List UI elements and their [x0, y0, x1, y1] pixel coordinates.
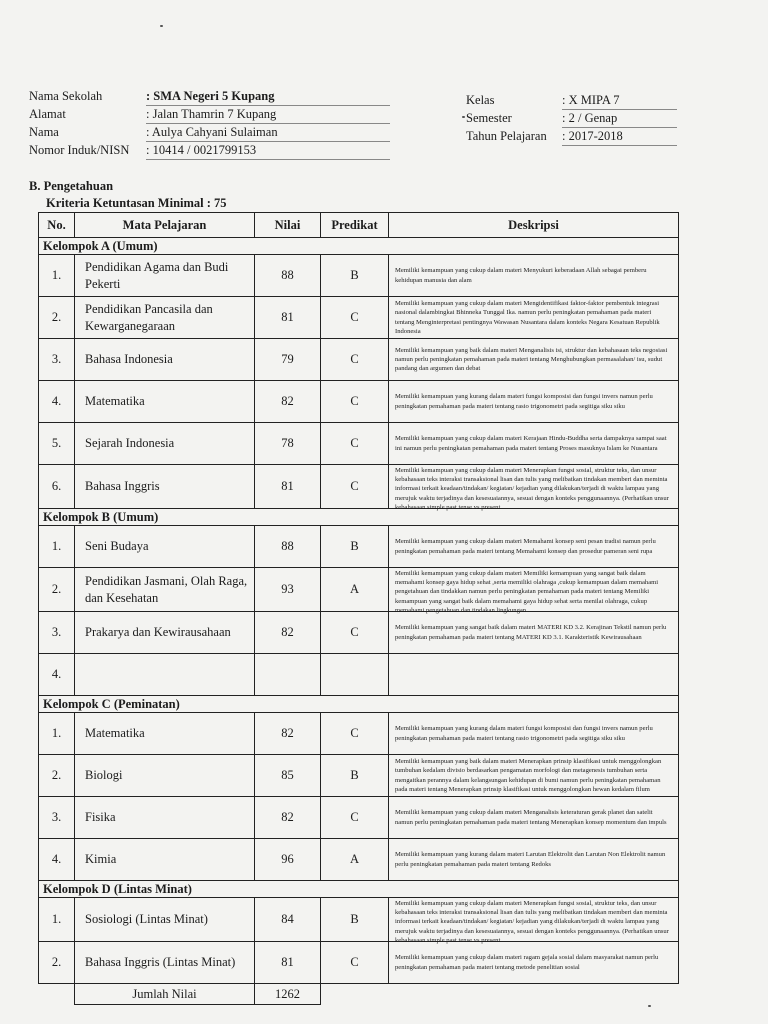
table-row — [39, 381, 679, 423]
table-row — [39, 423, 679, 465]
description-cell — [389, 339, 679, 381]
description-cell — [389, 297, 679, 339]
description-text: Memiliki kemampuan yang cukup dalam materi Memahami konsep seni pesan tradisi namun perlu peningkatan pemahaman pada materi tentang Memahami konsep dan prosedur pameran seni rupa — [395, 538, 656, 555]
description-text: Memiliki kemampuan yang kurang dalam materi fungsi komposisi dan fungsi invers namun perlu peningkatan pemahaman pada materi tentang rasio trigonometri pada segitiga siku siku — [395, 393, 653, 410]
predicate-value: A — [321, 568, 389, 612]
score-value: 78 — [255, 423, 321, 465]
description-cell — [389, 898, 679, 942]
address-label: Alamat — [29, 107, 66, 121]
predicate-value: B — [321, 898, 389, 942]
grades-table — [38, 212, 679, 1005]
total-label: Jumlah Nilai — [75, 984, 255, 1005]
table-row — [39, 339, 679, 381]
score-value — [255, 654, 321, 696]
description-cell — [389, 381, 679, 423]
name-value: : Aulya Cahyani Sulaiman — [146, 125, 390, 142]
score-value: 82 — [255, 381, 321, 423]
year-label: Tahun Pelajaran — [466, 129, 547, 143]
score-value: 82 — [255, 713, 321, 755]
table-row — [39, 612, 679, 654]
description-text: Memiliki kemampuan yang baik dalam materi Menganalisis isi, struktur dan kebahasaan teks negosiasi namun perlu peningkatan pemahaman pada materi tentang Menghubungkan permasalahan/ isu, sudut pandang dan argumen dan debat — [395, 346, 668, 373]
score-value: 82 — [255, 797, 321, 839]
subject-name: Bahasa Inggris — [75, 465, 255, 509]
table-row — [39, 297, 679, 339]
row-number: 3. — [39, 339, 75, 381]
description-cell — [389, 654, 679, 696]
semester-value: : 2 / Genap — [562, 111, 677, 128]
subject-name: Matematika — [75, 713, 255, 755]
subject-name: Kimia — [75, 839, 255, 881]
total-row — [39, 984, 679, 1005]
table-row — [39, 465, 679, 509]
subject-name — [75, 654, 255, 696]
predicate-value: C — [321, 942, 389, 984]
header-predicate: Predikat — [321, 213, 389, 238]
group-row — [39, 881, 679, 898]
total-value: 1262 — [255, 984, 321, 1005]
score-value: 79 — [255, 339, 321, 381]
subject-name: Sosiologi (Lintas Minat) — [75, 898, 255, 942]
group-title: Kelompok B (Umum) — [39, 509, 679, 526]
score-value: 81 — [255, 465, 321, 509]
description-text: Memiliki kemampuan yang cukup dalam materi Memiliki kemampuan yang sangat baik dalam memahami konsep gaya hidup sehat ,serta memiliki olahraga ,cukup kemampuan dalam memahami pengetahuan dan tindakkan namun perlu peningkatan pemahaman pada materi tentang Memiliki kemampuan yang sangat baik dalam memahami gaya hidup sehat serta menilai olahraga, cukup memahami pengetahuan dan tindakan lingkungan — [395, 570, 659, 614]
subject-name: Biologi — [75, 755, 255, 797]
predicate-value: A — [321, 839, 389, 881]
predicate-value: C — [321, 713, 389, 755]
class-value: : X MIPA 7 — [562, 93, 677, 110]
predicate-value: B — [321, 755, 389, 797]
description-cell — [389, 612, 679, 654]
table-row — [39, 797, 679, 839]
header-no: No. — [39, 213, 75, 238]
header-score: Nilai — [255, 213, 321, 238]
subject-name: Prakarya dan Kewirausahaan — [75, 612, 255, 654]
score-value: 81 — [255, 297, 321, 339]
row-number: 4. — [39, 839, 75, 881]
description-text: Memiliki kemampuan yang kurang dalam materi Larutan Elektrolit dan Larutan Non Elektrolit namun perlu peningkatan pemahaman pada materi tentang Redoks — [395, 851, 666, 868]
description-text: Memiliki kemampuan yang cukup dalam materi ragam gejala sosial dalam masyarakat namun perlu peningkatan pemahaman pada materi tentang metode penelitian sosial — [395, 954, 659, 971]
description-cell — [389, 465, 679, 509]
table-row — [39, 526, 679, 568]
description-text: Memiliki kemampuan yang cukup dalam materi Menerapkan fungsi sosial, struktur teks, dan unsur kebahasaan teks interaksi transaksional lisan dan tulis yang melibatkan tindakan memberi dan meminta informasi terkait keadaan/tindakan/ kegiatan/ kejadian yang dilakukan/terjadi di waktu lampau yang merujuk waktu terjadinya dan kesesuaiannya, sesuai dengan konteks penggunaannya. (Perhatikan unsur kebahasaan simple past tense vs present — [395, 900, 669, 944]
score-value: 81 — [255, 942, 321, 984]
score-value: 82 — [255, 612, 321, 654]
score-value: 96 — [255, 839, 321, 881]
subject-name: Bahasa Inggris (Lintas Minat) — [75, 942, 255, 984]
row-number: 1. — [39, 713, 75, 755]
score-value: 85 — [255, 755, 321, 797]
subject-name: Pendidikan Jasmani, Olah Raga, dan Kesehatan — [75, 568, 255, 612]
score-value: 88 — [255, 255, 321, 297]
description-cell — [389, 255, 679, 297]
description-text: Memiliki kemampuan yang cukup dalam materi Menganalisis keteraturan gerak planet dan satelit namun perlu peningkatan pemahaman pada materi tentang Menerapkan konsep momentum dan impuls — [395, 809, 667, 826]
row-number: 1. — [39, 255, 75, 297]
row-number: 5. — [39, 423, 75, 465]
row-number: 2. — [39, 755, 75, 797]
school-label: Nama Sekolah — [29, 89, 103, 103]
predicate-value: B — [321, 526, 389, 568]
predicate-value: B — [321, 255, 389, 297]
description-cell — [389, 526, 679, 568]
description-cell — [389, 568, 679, 612]
description-cell — [389, 423, 679, 465]
table-row — [39, 839, 679, 881]
description-cell — [389, 942, 679, 984]
row-number: 4. — [39, 654, 75, 696]
table-row — [39, 898, 679, 942]
scan-speck — [462, 116, 465, 118]
table-row — [39, 942, 679, 984]
table-row — [39, 255, 679, 297]
predicate-value: C — [321, 465, 389, 509]
row-number: 2. — [39, 297, 75, 339]
kkm-label: Kriteria Ketuntasan Minimal : 75 — [46, 196, 227, 210]
group-row — [39, 696, 679, 713]
group-row — [39, 238, 679, 255]
group-title: Kelompok D (Lintas Minat) — [39, 881, 679, 898]
subject-name: Fisika — [75, 797, 255, 839]
row-number: 1. — [39, 898, 75, 942]
predicate-value: C — [321, 297, 389, 339]
name-label: Nama — [29, 125, 59, 139]
nisn-label: Nomor Induk/NISN — [29, 143, 130, 157]
scan-speck — [160, 25, 163, 27]
group-title: Kelompok A (Umum) — [39, 238, 679, 255]
year-value: : 2017-2018 — [562, 129, 677, 146]
description-text: Memiliki kemampuan yang sangat baik dalam materi MATERI KD 3.2. Kerajinan Tekstil namun perlu peningkatan pemahaman pada materi tentang MATERI KD 3.1. Karakteristik Kewirausahaan — [395, 624, 667, 641]
description-text: Memiliki kemampuan yang cukup dalam materi Menyukuri keberadaan Allah sebagai pemberu kehidupan manusia dan alam — [395, 267, 647, 284]
predicate-value: C — [321, 381, 389, 423]
score-value: 93 — [255, 568, 321, 612]
row-number: 3. — [39, 612, 75, 654]
description-cell — [389, 797, 679, 839]
description-cell — [389, 713, 679, 755]
row-number: 4. — [39, 381, 75, 423]
subject-name: Pendidikan Agama dan Budi Pekerti — [75, 255, 255, 297]
address-value: : Jalan Thamrin 7 Kupang — [146, 107, 390, 124]
group-row — [39, 509, 679, 526]
subject-name: Seni Budaya — [75, 526, 255, 568]
group-title: Kelompok C (Peminatan) — [39, 696, 679, 713]
row-number: 2. — [39, 942, 75, 984]
school-value: : SMA Negeri 5 Kupang — [146, 89, 390, 106]
scan-speck — [648, 1005, 651, 1007]
predicate-value: C — [321, 797, 389, 839]
score-value: 84 — [255, 898, 321, 942]
subject-name: Matematika — [75, 381, 255, 423]
predicate-value: C — [321, 339, 389, 381]
description-cell — [389, 755, 679, 797]
header-description: Deskripsi — [389, 213, 679, 238]
nisn-value: : 10414 / 0021799153 — [146, 143, 390, 160]
table-header-row — [39, 213, 679, 238]
subject-name: Sejarah Indonesia — [75, 423, 255, 465]
row-number: 6. — [39, 465, 75, 509]
table-row — [39, 568, 679, 612]
header-subject: Mata Pelajaran — [75, 213, 255, 238]
predicate-value: C — [321, 612, 389, 654]
table-row — [39, 654, 679, 696]
description-text: Memiliki kemampuan yang baik dalam materi Menerapkan prinsip klasifikasi untuk menggolongkan tumbuhan kedalam divisio berdasarkan pengamatan morfologi dan metagenesis tumbuhan serta mengaitkan perannya dalam kelangsungan kehidupan di bumi namun perlu peningkatan pemahaman pada materi tentang Menerapkan prinsip klasifikasi untuk menggolongkan hewan kedalam filum — [395, 758, 662, 793]
description-text: Memiliki kemampuan yang cukup dalam materi Mengidentifikasi faktor-faktor pembentuk integrasi nasional dalambingkai Bhinneka Tunggal Ika. namun perlu peningkatan pemahaman pada materi tentang Menginterpretasi pentingnya Wawasan Nusantara dalam konteks Negara Kesatuan Republik Indonesia — [395, 300, 660, 335]
subject-name: Bahasa Indonesia — [75, 339, 255, 381]
description-text: Memiliki kemampuan yang cukup dalam materi Menerapkan fungsi sosial, struktur teks, dan unsur kebahasaan teks interaksi transaksional lisan dan tulis yang melibatkan tindakan memberi dan meminta informasi terkait keadaan/tindakan/ kegiatan/ kejadian yang dilakukan/terjadi di waktu lampau yang merujuk waktu terjadinya dan kesesuaiannya, sesuai dengan konteks penggunaannya. (Perhatikan unsur kebahasaan simple past tense vs present — [395, 467, 669, 511]
table-row — [39, 713, 679, 755]
row-number: 2. — [39, 568, 75, 612]
semester-label: Semester — [466, 111, 512, 125]
predicate-value: C — [321, 423, 389, 465]
description-cell — [389, 839, 679, 881]
section-title: B. Pengetahuan — [29, 179, 114, 193]
row-number: 1. — [39, 526, 75, 568]
class-label: Kelas — [466, 93, 495, 107]
score-value: 88 — [255, 526, 321, 568]
subject-name: Pendidikan Pancasila dan Kewarganegaraan — [75, 297, 255, 339]
description-text: Memiliki kemampuan yang cukup dalam materi Kerajaan Hindu-Buddha serta dampaknya sampai saat ini namun perlu peningkatan pemahaman pada materi tentang Proses masuknya Islam ke Nusantara — [395, 435, 667, 452]
row-number: 3. — [39, 797, 75, 839]
description-text: Memiliki kemampuan yang kurang dalam materi fungsi komposisi dan fungsi invers namun perlu peningkatan pemahaman pada materi tentang rasio trigonometri pada segitiga siku siku — [395, 725, 653, 742]
table-row — [39, 755, 679, 797]
predicate-value — [321, 654, 389, 696]
